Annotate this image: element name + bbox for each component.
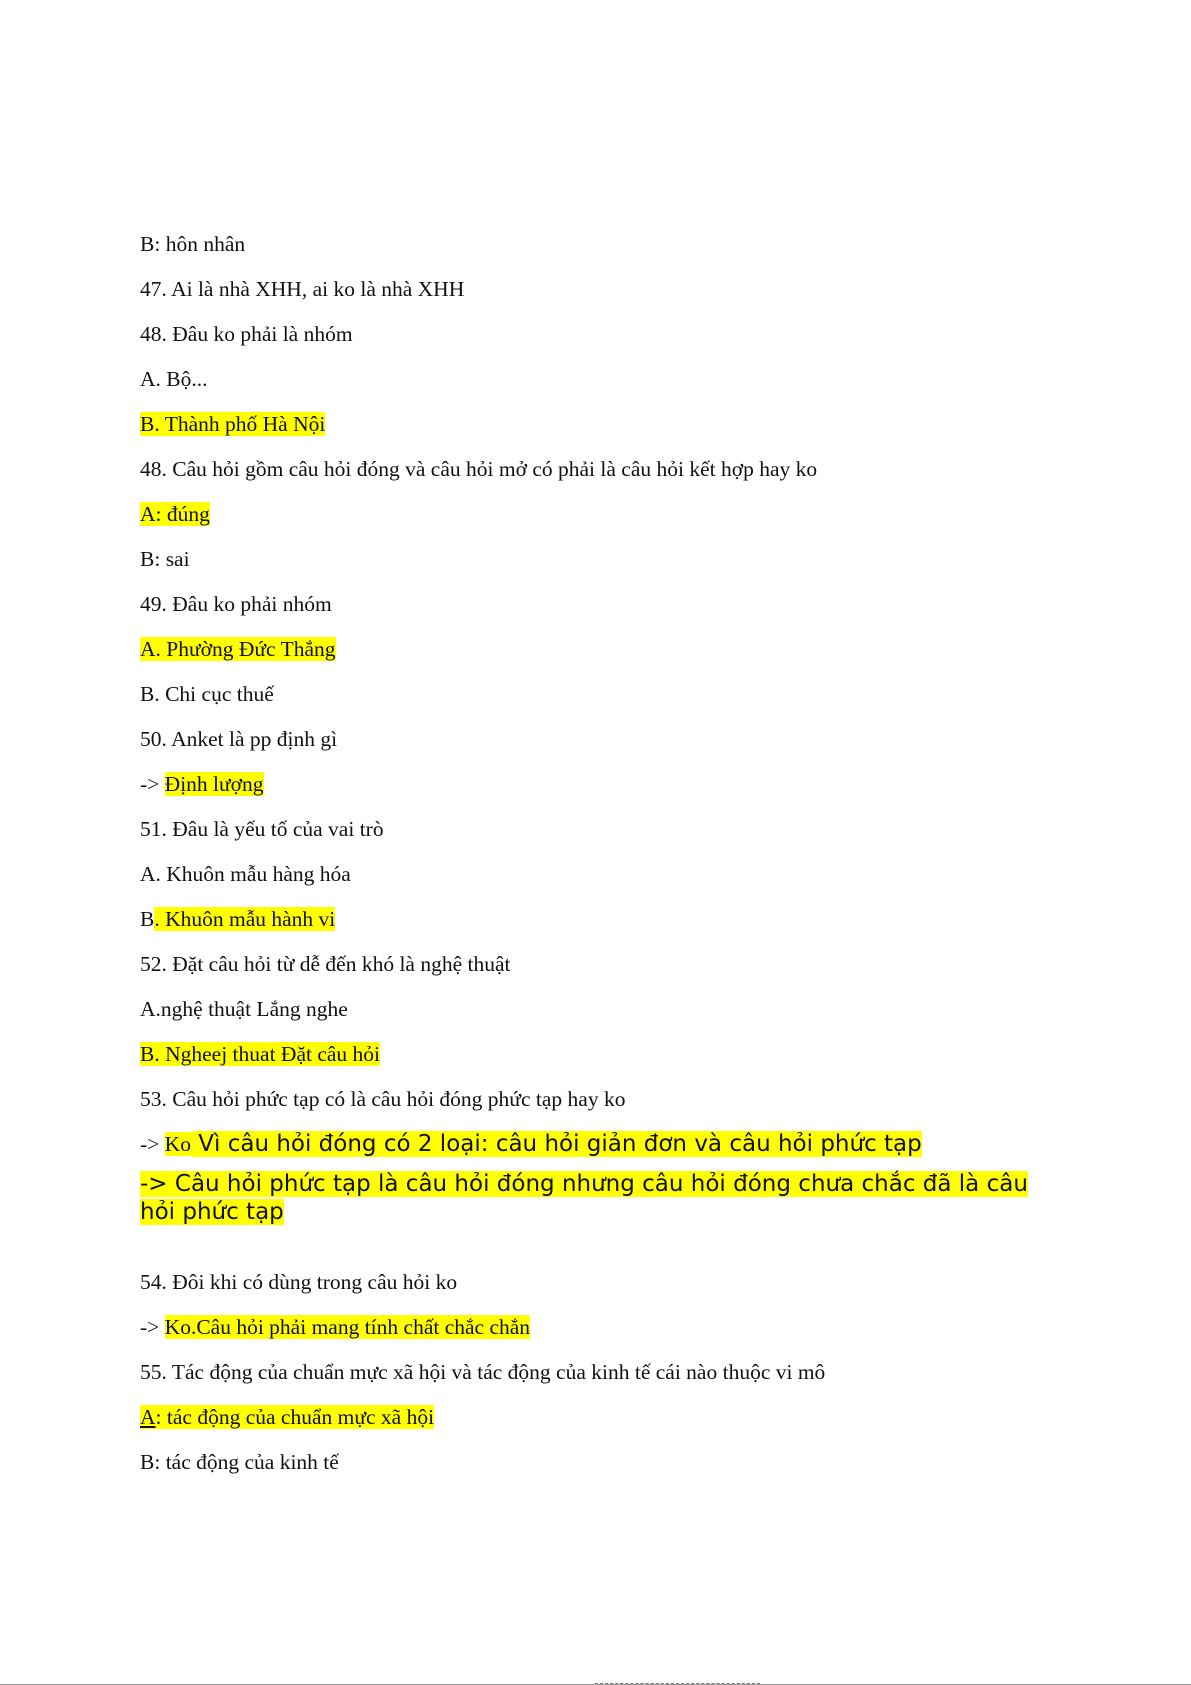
answer-line xyxy=(140,770,264,798)
highlighted-answer: : tác động của chuẩn mực xã hội xyxy=(155,1405,435,1429)
question-49: 49. Đâu ko phải nhóm xyxy=(140,592,332,616)
question-54: 54. Đôi khi có dùng trong câu hỏi ko xyxy=(140,1270,458,1294)
answer-option-correct xyxy=(140,635,336,663)
question-47: 47. Ai là nhà XHH, ai ko là nhà XHH xyxy=(140,277,465,301)
question-48b: 48. Câu hỏi gồm câu hỏi đóng và câu hỏi mở có phải là câu hỏi kết hợp hay ko xyxy=(140,457,818,481)
answer-option-correct xyxy=(140,905,335,933)
arrow-prefix: -> xyxy=(140,772,165,796)
explanation-paragraph xyxy=(140,1170,1050,1226)
answer-option: A. Bộ... xyxy=(140,367,208,391)
option-letter: B xyxy=(140,907,155,931)
highlighted-answer: Định lượng xyxy=(164,772,264,796)
highlighted-answer: Ko.Câu hỏi phải mang tính chất chắc chắn xyxy=(164,1315,531,1339)
arrow-prefix: -> xyxy=(140,1315,165,1339)
answer-option-correct xyxy=(140,1403,434,1431)
highlighted-explanation: Vì câu hỏi đóng có 2 loại: câu hỏi giản đơn và câu hỏi phức tạp xyxy=(190,1131,922,1157)
question-51: 51. Đâu là yếu tố của vai trò xyxy=(140,817,384,841)
question-52: 52. Đặt câu hỏi từ dễ đến khó là nghệ thuật xyxy=(140,952,511,976)
answer-option: A. Khuôn mẫu hàng hóa xyxy=(140,862,351,886)
answer-option-correct xyxy=(140,500,210,528)
highlighted-answer: Ko xyxy=(164,1132,191,1156)
highlighted-explanation: -> Câu hỏi phức tạp là câu hỏi đóng nhưng câu hỏi đóng chưa chắc đã là câu hỏi phức tạp xyxy=(140,1171,1028,1225)
answer-option: A.nghệ thuật Lắng nghe xyxy=(140,997,348,1021)
answer-line xyxy=(140,1313,530,1341)
arrow-prefix: -> xyxy=(140,1132,165,1156)
answer-line xyxy=(140,1130,922,1158)
question-50: 50. Anket là pp định gì xyxy=(140,727,338,751)
highlighted-answer: A: đúng xyxy=(140,502,210,526)
highlighted-answer: A. Phường Đức Thắng xyxy=(140,637,336,661)
answer-option: B. Chi cục thuế xyxy=(140,682,274,706)
option-letter: A xyxy=(140,1405,156,1429)
answer-option-correct xyxy=(140,1040,380,1068)
text-line: B: hôn nhân xyxy=(140,232,246,256)
highlighted-answer: . Khuôn mẫu hành vi xyxy=(154,907,336,931)
answer-option: B: tác động của kinh tế xyxy=(140,1450,339,1474)
question-55: 55. Tác động của chuẩn mực xã hội và tác động của kinh tế cái nào thuộc vi mô xyxy=(140,1360,826,1384)
answer-option-correct xyxy=(140,410,325,438)
highlighted-answer: B. Ngheej thuat Đặt câu hỏi xyxy=(140,1042,381,1066)
question-48: 48. Đâu ko phải là nhóm xyxy=(140,322,353,346)
question-53: 53. Câu hỏi phức tạp có là câu hỏi đóng phức tạp hay ko xyxy=(140,1087,626,1111)
answer-option: B: sai xyxy=(140,547,190,571)
highlighted-answer: B. Thành phố Hà Nội xyxy=(140,412,326,436)
